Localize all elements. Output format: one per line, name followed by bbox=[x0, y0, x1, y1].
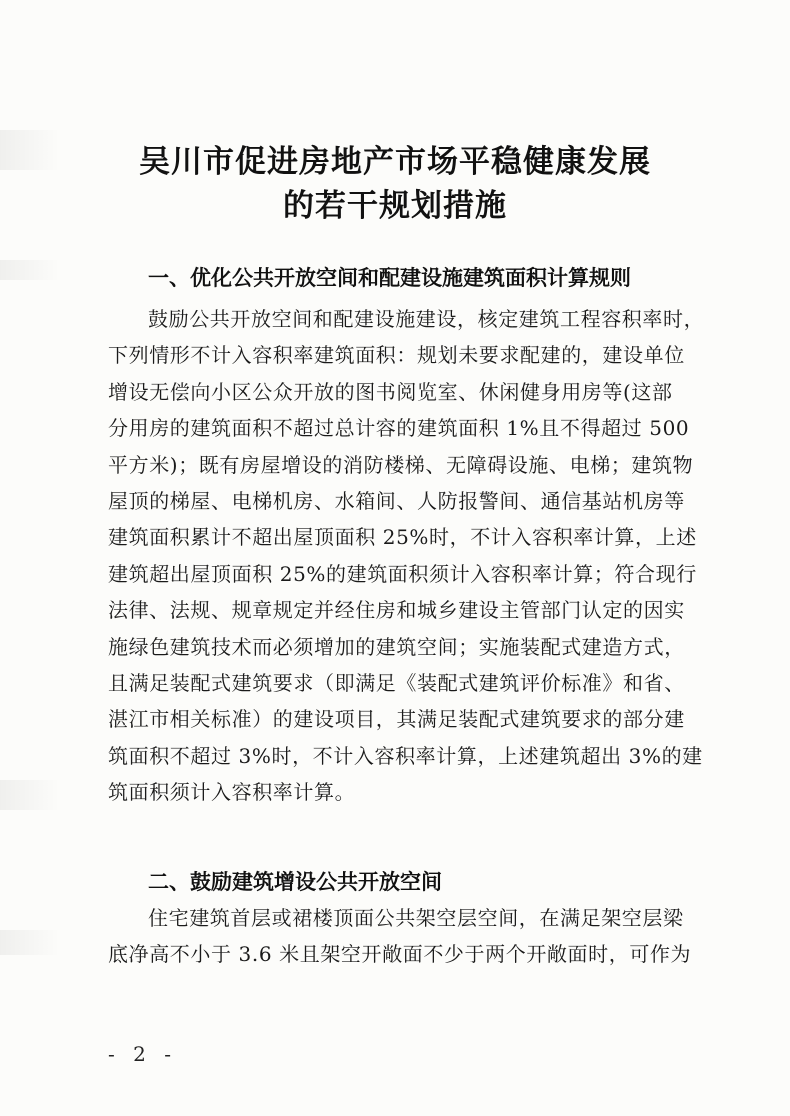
paragraph-line: 建筑超出屋顶面积 25%的建筑面积须计入容积率计算；符合现行 bbox=[108, 561, 697, 586]
paragraph-line: 湛江市相关标准）的建设项目，其满足装配式建筑要求的部分建 bbox=[108, 707, 685, 732]
paragraph-line: 分用房的建筑面积不超过总计容的建筑面积 1%且不得超过 500 bbox=[108, 416, 690, 441]
section-heading-1: 一、优化公共开放空间和配建设施建筑面积计算规则 bbox=[148, 266, 631, 290]
document-title-line-2: 的若干规划措施 bbox=[283, 188, 507, 224]
document-title-line-1: 吴川市促进房地产市场平稳健康发展 bbox=[139, 144, 651, 180]
section-1-paragraph bbox=[108, 301, 708, 810]
paragraph-line: 屋顶的梯屋、电梯机房、水箱间、人防报警间、通信基站机房等 bbox=[108, 488, 685, 513]
scan-shadow bbox=[0, 260, 60, 280]
paragraph-line: 底净高不小于 3.6 米且架空开敞面不少于两个开敞面时，可作为 bbox=[108, 942, 692, 967]
section-heading-2: 二、鼓励建筑增设公共开放空间 bbox=[148, 870, 442, 894]
page-number: - 2 - bbox=[108, 1042, 177, 1066]
paragraph-line: 平方米)；既有房屋增设的消防楼梯、无障碍设施、电梯；建筑物 bbox=[108, 452, 694, 477]
paragraph-line: 鼓励公共开放空间和配建设施建设，核定建筑工程容积率时， bbox=[148, 307, 705, 331]
paragraph-line: 筑面积不超过 3%时，不计入容积率计算，上述建筑超出 3%的建 bbox=[108, 743, 703, 768]
paragraph-line: 住宅建筑首层或裙楼顶面公共架空层空间，在满足架空层梁 bbox=[148, 906, 684, 930]
paragraph-line: 建筑面积累计不超出屋顶面积 25%时，不计入容积率计算，上述 bbox=[108, 525, 697, 550]
scan-shadow bbox=[0, 780, 60, 810]
paragraph-line: 下列情形不计入容积率建筑面积：规划未要求配建的，建设单位 bbox=[108, 343, 685, 368]
scan-shadow bbox=[0, 930, 60, 955]
paragraph-line: 筑面积须计入容积率计算。 bbox=[108, 780, 356, 805]
paragraph-line: 增设无偿向小区公众开放的图书阅览室、休闲健身用房等(这部 bbox=[108, 379, 673, 404]
paragraph-line: 法律、法规、规章规定并经住房和城乡建设主管部门认定的因实 bbox=[108, 598, 685, 623]
paragraph-line: 且满足装配式建筑要求（即满足《装配式建筑评价标准》和省、 bbox=[108, 670, 685, 695]
section-2-paragraph bbox=[108, 900, 708, 973]
paragraph-line: 施绿色建筑技术而必须增加的建筑空间；实施装配式建造方式， bbox=[108, 634, 685, 659]
